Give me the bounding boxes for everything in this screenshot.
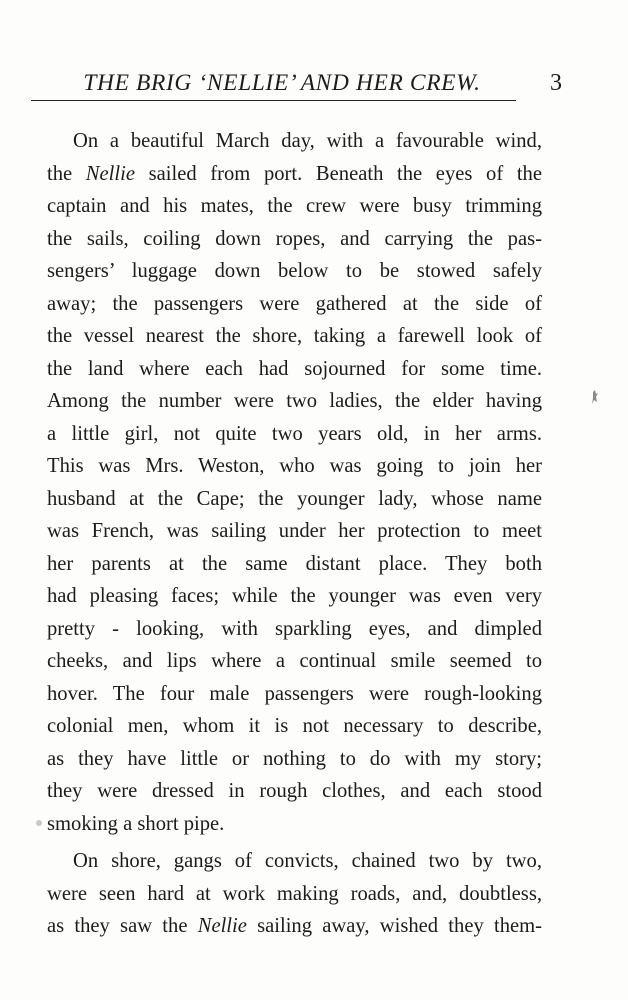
text-line: as they saw the Nellie sailing away, wished they them-: [47, 915, 543, 937]
ink-speck-mark: [590, 388, 600, 408]
text-line: were seen hard at work making roads, and, doubtless,: [47, 882, 542, 905]
ship-name: Nellie: [85, 162, 135, 185]
text-line: This was Mrs. Weston, who was going to join her: [47, 455, 542, 477]
text-line: the Nellie sailed from port. Beneath the eyes of the: [47, 162, 542, 185]
running-title: THE BRIG ‘NELLIE’ AND HER CREW.: [83, 70, 481, 96]
text-line: a little girl, not quite two years old, in her arms.: [47, 422, 542, 445]
text-line: they were dressed in rough clothes, and each stood: [47, 780, 542, 802]
text-line: Among the number were two ladies, the elder having: [47, 390, 542, 412]
text-line: husband at the Cape; the younger lady, whose name: [47, 487, 542, 510]
text-line: away; the passengers were gathered at the side of: [47, 292, 542, 315]
text-line: was French, was sailing under her protection to meet: [47, 520, 542, 542]
text-line: hover. The four male passengers were rough-looking: [47, 682, 542, 705]
text-line: cheeks, and lips where a continual smile seemed to: [47, 650, 542, 672]
ship-name: Nellie: [197, 915, 247, 937]
body-text: [47, 125, 542, 943]
page-number: 3: [550, 70, 562, 96]
text-line: On shore, gangs of convicts, chained two by two,: [73, 850, 542, 872]
page-header: [34, 70, 562, 98]
header-rule: [31, 100, 516, 101]
text-line: the land where each had sojourned for some time.: [47, 357, 542, 380]
text-line: sengers’ luggage down below to be stowed safely: [47, 260, 542, 282]
text-line: colonial men, whom it is not necessary to describe,: [47, 715, 542, 737]
text-line: captain and his mates, the crew were busy trimming: [47, 195, 542, 217]
text-line: had pleasing faces; while the younger was even very: [47, 585, 542, 607]
text-line: smoking a short pipe.: [47, 812, 225, 835]
text-line: the sails, coiling down ropes, and carrying the pas-: [47, 227, 542, 250]
text-line: pretty - looking, with sparkling eyes, and dimpled: [47, 617, 542, 640]
text-line: the vessel nearest the shore, taking a farewell look of: [47, 325, 542, 347]
text-line: her parents at the same distant place. They both: [47, 552, 542, 575]
paper-blemish: [36, 820, 42, 826]
text-line: On a beautiful March day, with a favourable wind,: [73, 130, 542, 152]
text-line: as they have little or nothing to do with my story;: [47, 747, 542, 770]
